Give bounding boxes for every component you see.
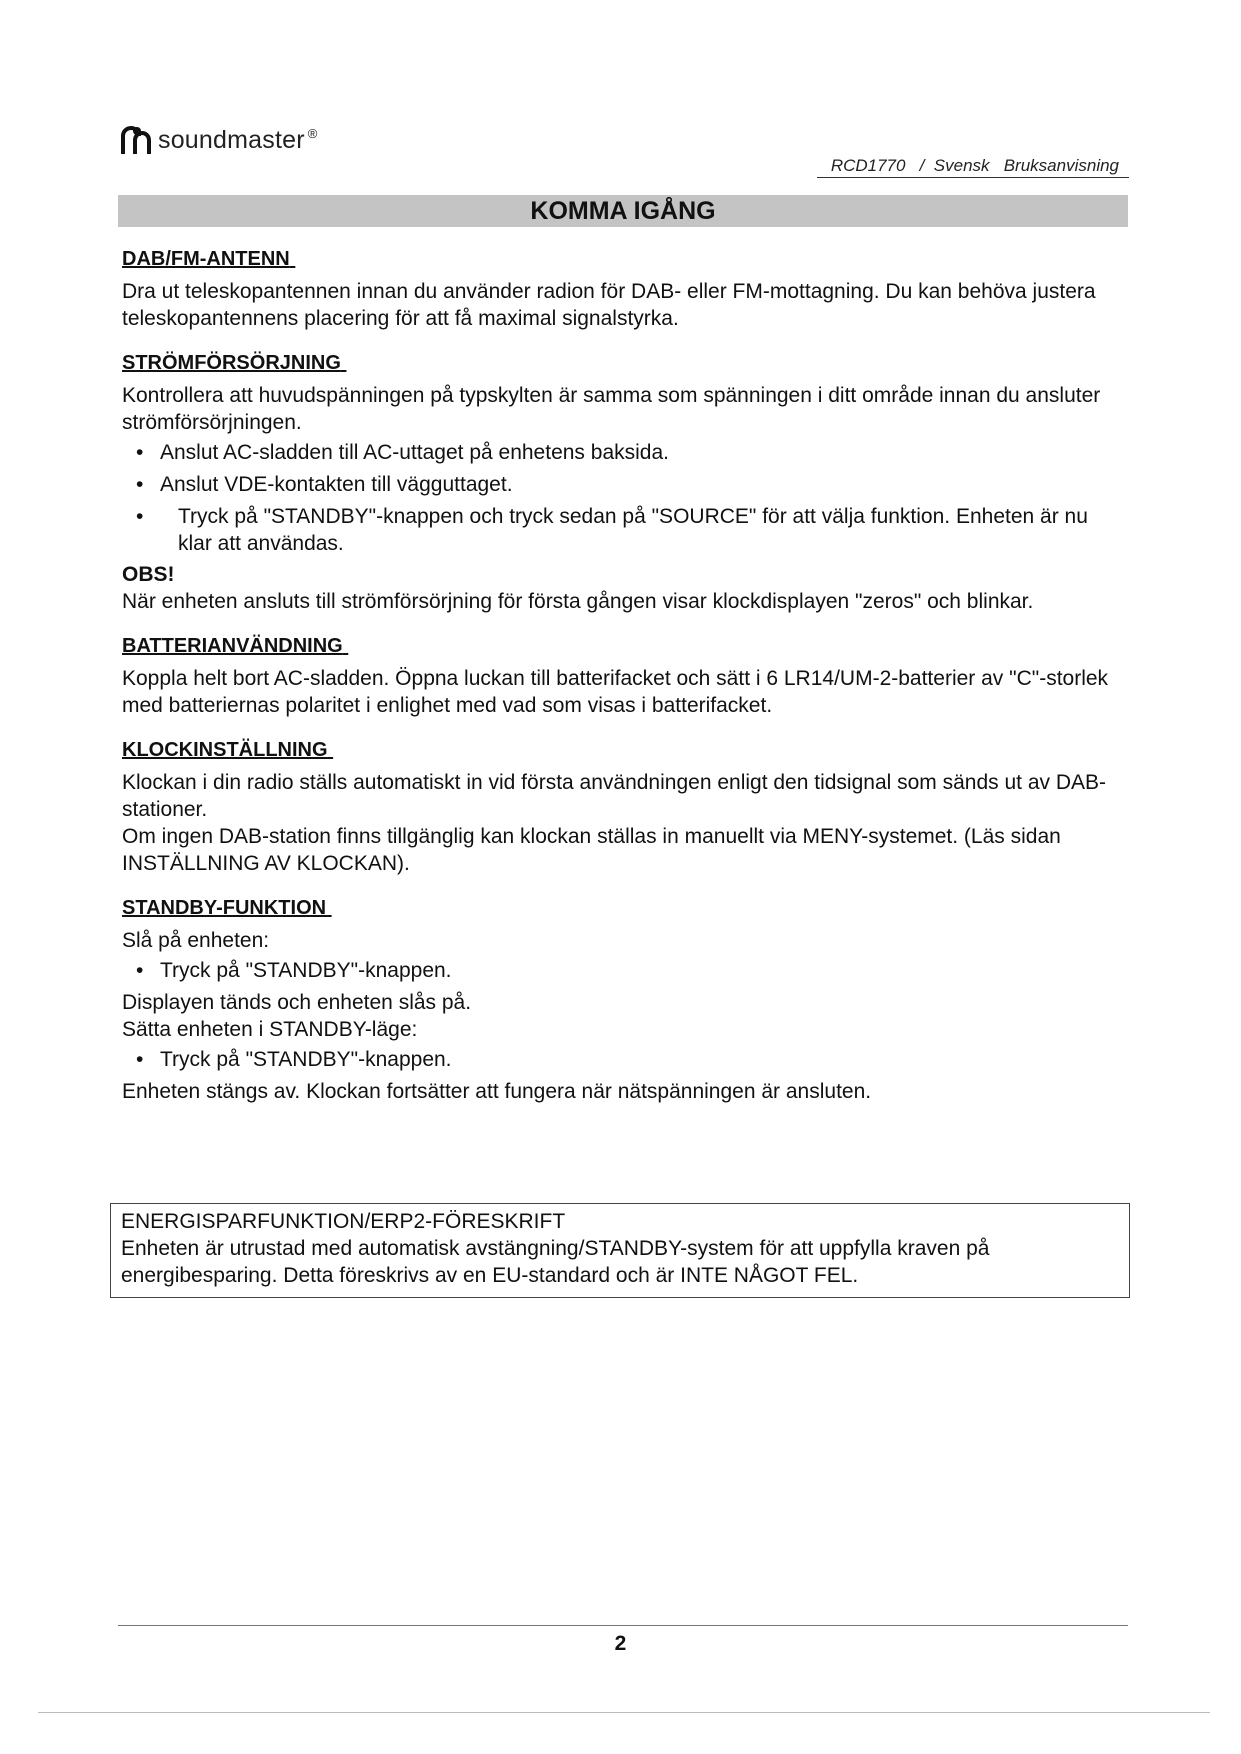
list-item: • Anslut VDE-kontakten till vägguttaget.: [122, 471, 1127, 498]
section-heading-clock: KLOCKINSTÄLLNING: [122, 739, 328, 761]
section-heading-power: STRÖMFÖRSÖRJNING: [122, 352, 341, 374]
section-heading-standby: STANDBY-FUNKTION: [122, 897, 327, 919]
brand-name: soundmaster ®: [158, 125, 318, 154]
section-heading-antenna: DAB/FM-ANTENN: [122, 248, 290, 270]
section-battery: [122, 633, 1127, 719]
antenna-text: Dra ut teleskopantennen innan du använder radion för DAB- eller FM-mottagning. Du kan behöva justera teleskopantennens placering för att få maximal signalstyrka.: [122, 280, 1096, 330]
section-standby: [122, 895, 1127, 1105]
list-item: • Tryck på "STANDBY"-knappen.: [122, 1046, 1127, 1073]
clock-text-1: Klockan i din radio ställs automatiskt in vid första användningen enligt den tidsignal som sänds ut av DAB-stationer.: [122, 771, 1107, 821]
standby-line-3: Sätta enheten i STANDBY-läge:: [122, 1018, 418, 1041]
power-bullet-list: [122, 439, 1127, 557]
energy-saving-info-box: [110, 1203, 1130, 1298]
list-item: • Tryck på "STANDBY"-knappen och tryck sedan på "SOURCE" för att välja funktion. Enheten är nu klar att användas.: [122, 503, 1127, 557]
main-content: [122, 246, 1127, 1105]
soundmaster-logo-icon: [120, 124, 154, 156]
page-title: KOMMA IGÅNG: [530, 197, 716, 225]
standby-bullet-list-1: [122, 957, 1127, 984]
standby-line-1: Slå på enheten:: [122, 929, 270, 952]
power-text: Kontrollera att huvudspänningen på typskylten är samma som spänningen i ditt område innan du ansluter strömförsörjningen.: [122, 384, 1101, 434]
section-heading-battery: BATTERIANVÄNDNING: [122, 635, 343, 657]
section-clock: [122, 737, 1127, 877]
info-box-text: Enheten är utrustad med automatisk avstängning/STANDBY-system för att uppfylla kraven på energibesparing. Detta föreskrivs av en EU-standard och är INTE NÅGOT FEL.: [121, 1237, 990, 1287]
list-item: • Anslut AC-sladden till AC-uttaget på enhetens baksida.: [122, 439, 1127, 466]
page-number: 2: [614, 1632, 627, 1655]
standby-line-4: Enheten stängs av. Klockan fortsätter att fungera när nätspänningen är ansluten.: [122, 1080, 872, 1103]
registered-mark: ®: [307, 126, 318, 142]
document-reference: RCD1770 / Svensk Bruksanvisning: [817, 156, 1129, 178]
section-power: [122, 350, 1127, 615]
brand-logo: [120, 120, 318, 160]
standby-line-2: Displayen tänds och enheten slås på.: [122, 991, 472, 1014]
battery-text: Koppla helt bort AC-sladden. Öppna luckan till batterifacket och sätt i 6 LR14/UM-2-batterier av "C"-storlek med batteriernas polaritet i enlighet med vad som visas i batterifacket.: [122, 667, 1109, 717]
info-box-title: ENERGISPARFUNKTION/ERP2-FÖRESKRIFT: [121, 1210, 566, 1233]
section-antenna: [122, 246, 1127, 332]
footer-divider: [118, 1625, 1128, 1626]
list-item: • Tryck på "STANDBY"-knappen.: [122, 957, 1127, 984]
note-text: När enheten ansluts till strömförsörjning för första gången visar klockdisplayen "zeros" och blinkar.: [122, 590, 1034, 613]
clock-text-2: Om ingen DAB-station finns tillgänglig kan klockan ställas in manuellt via MENY-systemet. (Läs sidan INSTÄLLNING AV KLOCKAN).: [122, 825, 1061, 875]
standby-bullet-list-2: [122, 1046, 1127, 1073]
page-edge-divider: [38, 1712, 1210, 1713]
page-title-bar: [118, 195, 1128, 227]
note-label: OBS!: [122, 563, 175, 586]
